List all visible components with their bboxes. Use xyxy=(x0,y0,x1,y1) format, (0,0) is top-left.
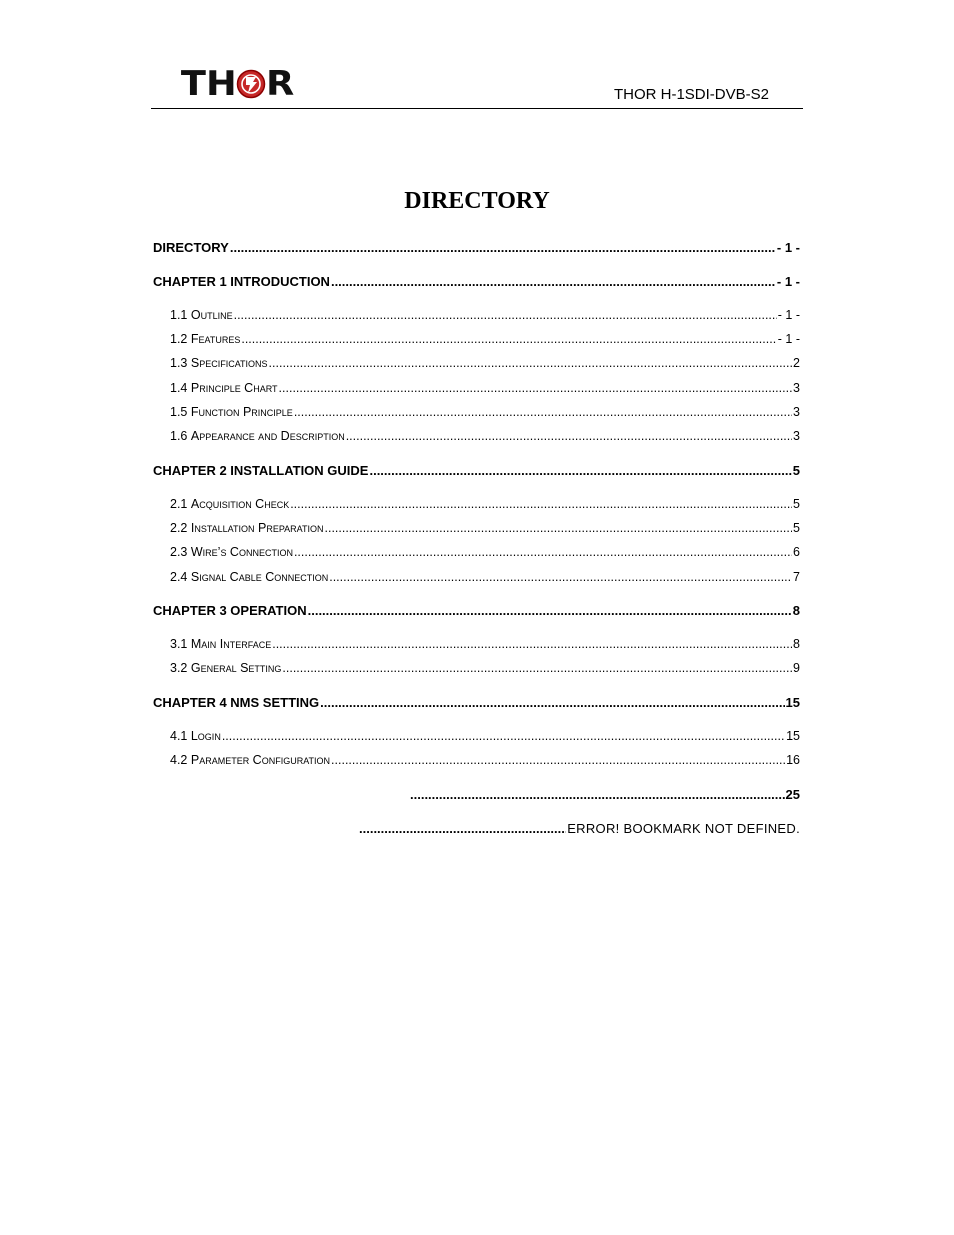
page-title: DIRECTORY xyxy=(404,188,550,214)
toc-entry-title: Parameter Configuration xyxy=(190,753,331,767)
toc-leader-dots xyxy=(269,356,793,370)
toc-entry-label xyxy=(170,545,293,559)
toc-entry-label xyxy=(170,308,233,322)
toc-leader-dots xyxy=(346,429,792,443)
toc-entry[interactable] xyxy=(153,729,800,743)
toc-entry-page: 9 xyxy=(793,661,800,675)
toc-entry-page: 15 xyxy=(786,729,800,743)
toc-entry-title: Installation Preparation xyxy=(190,521,324,535)
toc-entry-page: 2 xyxy=(793,356,800,370)
toc-entry[interactable] xyxy=(153,274,800,289)
toc-entry-label xyxy=(170,729,221,743)
toc-entry-label xyxy=(170,356,268,370)
toc-entry-label xyxy=(153,240,229,255)
toc-entry-title: Outline xyxy=(190,308,233,322)
toc-entry[interactable] xyxy=(153,545,800,559)
toc-entry-number: 1.6 xyxy=(170,429,191,443)
toc-entry-label xyxy=(170,497,289,511)
toc-entry[interactable] xyxy=(153,356,800,370)
thor-logo xyxy=(180,64,294,104)
toc-entry-page: 7 xyxy=(793,570,800,584)
toc-entry-page: 5 xyxy=(793,521,800,535)
toc-entry[interactable] xyxy=(153,429,800,443)
toc-entry-number: 2.2 xyxy=(170,521,191,535)
toc-entry-title: Main Interface xyxy=(190,637,272,651)
toc-entry-page: - 1 - xyxy=(777,308,800,322)
toc-entry-page: 3 xyxy=(793,429,800,443)
toc-entry-label xyxy=(153,603,307,618)
toc-entry[interactable] xyxy=(153,753,800,767)
toc-entry-label xyxy=(170,637,271,651)
toc-leader-dots xyxy=(279,381,793,395)
toc-entry[interactable] xyxy=(409,787,800,802)
toc-leader-dots xyxy=(282,661,792,675)
toc-entry-title: Features xyxy=(190,332,241,346)
toc-leader-dots xyxy=(331,274,776,289)
toc-entry-page: 16 xyxy=(786,753,800,767)
logo-text-left: TH xyxy=(180,64,237,104)
toc-entry-title: CHAPTER 2 INSTALLATION GUIDE xyxy=(153,463,369,478)
toc-entry-title: Specifications xyxy=(190,356,268,370)
toc-entry-label xyxy=(170,332,240,346)
toc-entry-title: CHAPTER 1 INTRODUCTION xyxy=(153,274,330,289)
toc-leader-dots xyxy=(331,753,785,767)
toc-entry-label xyxy=(170,570,328,584)
toc-entry[interactable] xyxy=(153,570,800,584)
toc-entry-number: 2.4 xyxy=(170,570,191,584)
toc-leader-dots xyxy=(230,240,776,255)
toc-entry-number: 1.3 xyxy=(170,356,191,370)
toc-entry-label xyxy=(170,661,281,675)
toc-entry[interactable] xyxy=(153,521,800,535)
toc-leader-dots xyxy=(320,695,784,710)
toc-leader-dots xyxy=(241,332,776,346)
toc-entry-title: Appearance and Description xyxy=(190,429,345,443)
toc-entry-number: 3.2 xyxy=(170,661,191,675)
toc-entry-page: 25 xyxy=(785,787,800,802)
toc-entry-number: 2.1 xyxy=(170,497,191,511)
page-header xyxy=(151,60,803,109)
toc-entry-number: 3.1 xyxy=(170,637,191,651)
toc-entry-number: 1.4 xyxy=(170,381,191,395)
toc-entry-title: Login xyxy=(190,729,221,743)
toc-leader-dots xyxy=(329,570,792,584)
toc-entry-number: 4.2 xyxy=(170,753,191,767)
toc-entry-title: Acquisition Check xyxy=(190,497,290,511)
logo-emblem-icon xyxy=(236,68,266,100)
toc-entry-number: 2.3 xyxy=(170,545,191,559)
toc-leader-dots xyxy=(359,821,566,836)
toc-leader-dots xyxy=(290,497,792,511)
toc-entry-number: 4.1 xyxy=(170,729,191,743)
toc-entry-page: 5 xyxy=(792,463,800,478)
toc-entry[interactable] xyxy=(153,308,800,322)
toc-entry-title: Principle Chart xyxy=(190,381,278,395)
toc-entry[interactable] xyxy=(153,381,800,395)
toc-entry-label xyxy=(170,521,324,535)
toc-entry-title: Wire’s Connection xyxy=(190,545,293,559)
toc-entry-label xyxy=(170,381,278,395)
toc-entry-label xyxy=(170,753,330,767)
toc-entry[interactable] xyxy=(153,332,800,346)
toc-entry[interactable] xyxy=(153,405,800,419)
toc-entry[interactable] xyxy=(153,463,800,478)
toc-entry-label xyxy=(153,695,319,710)
toc-entry-title: DIRECTORY xyxy=(153,240,229,255)
toc-leader-dots xyxy=(272,637,792,651)
toc-entry-title: Function Principle xyxy=(190,405,293,419)
toc-entry-number: 1.2 xyxy=(170,332,191,346)
toc-leader-dots xyxy=(410,787,785,802)
toc-entry-label xyxy=(170,429,345,443)
toc-leader-dots xyxy=(294,545,792,559)
toc-entry-page: - 1 - xyxy=(776,274,800,289)
toc-leader-dots xyxy=(234,308,777,322)
toc-entry-title: General Setting xyxy=(190,661,282,675)
toc-entry-page: 6 xyxy=(793,545,800,559)
toc-entry[interactable] xyxy=(153,603,800,618)
toc-entry-page: 8 xyxy=(792,603,800,618)
toc-entry-page: ERROR! BOOKMARK NOT DEFINED. xyxy=(567,821,800,836)
toc-entry-title: CHAPTER 4 NMS SETTING xyxy=(153,695,320,710)
toc-entry-label xyxy=(153,274,330,289)
toc-entry[interactable] xyxy=(153,695,800,710)
toc-leader-dots xyxy=(222,729,785,743)
logo-text-right: R xyxy=(265,64,294,104)
toc-leader-dots xyxy=(325,521,793,535)
toc-entry[interactable] xyxy=(153,497,800,511)
toc-entry[interactable] xyxy=(153,240,800,255)
toc-entry-label xyxy=(170,405,293,419)
toc-entry-page: 3 xyxy=(793,405,800,419)
toc-entry-page: - 1 - xyxy=(776,240,800,255)
toc-entry[interactable] xyxy=(153,661,800,675)
toc-entry-page: 5 xyxy=(793,497,800,511)
toc-entry-title: CHAPTER 3 OPERATION xyxy=(153,603,307,618)
toc-entry[interactable] xyxy=(358,821,800,836)
toc-entry-page: 3 xyxy=(793,381,800,395)
document-id: THOR H-1SDI-DVB-S2 xyxy=(613,86,769,103)
toc-entry-title: Signal Cable Connection xyxy=(190,570,329,584)
toc-entry-number: 1.1 xyxy=(170,308,191,322)
toc-leader-dots xyxy=(369,463,791,478)
toc-leader-dots xyxy=(294,405,792,419)
toc-entry[interactable] xyxy=(153,637,800,651)
toc-entry-number: 1.5 xyxy=(170,405,191,419)
toc-leader-dots xyxy=(308,603,792,618)
toc-entry-page: 15 xyxy=(785,695,800,710)
toc-entry-label xyxy=(153,463,368,478)
toc-entry-page: 8 xyxy=(793,637,800,651)
toc-entry-page: - 1 - xyxy=(777,332,800,346)
